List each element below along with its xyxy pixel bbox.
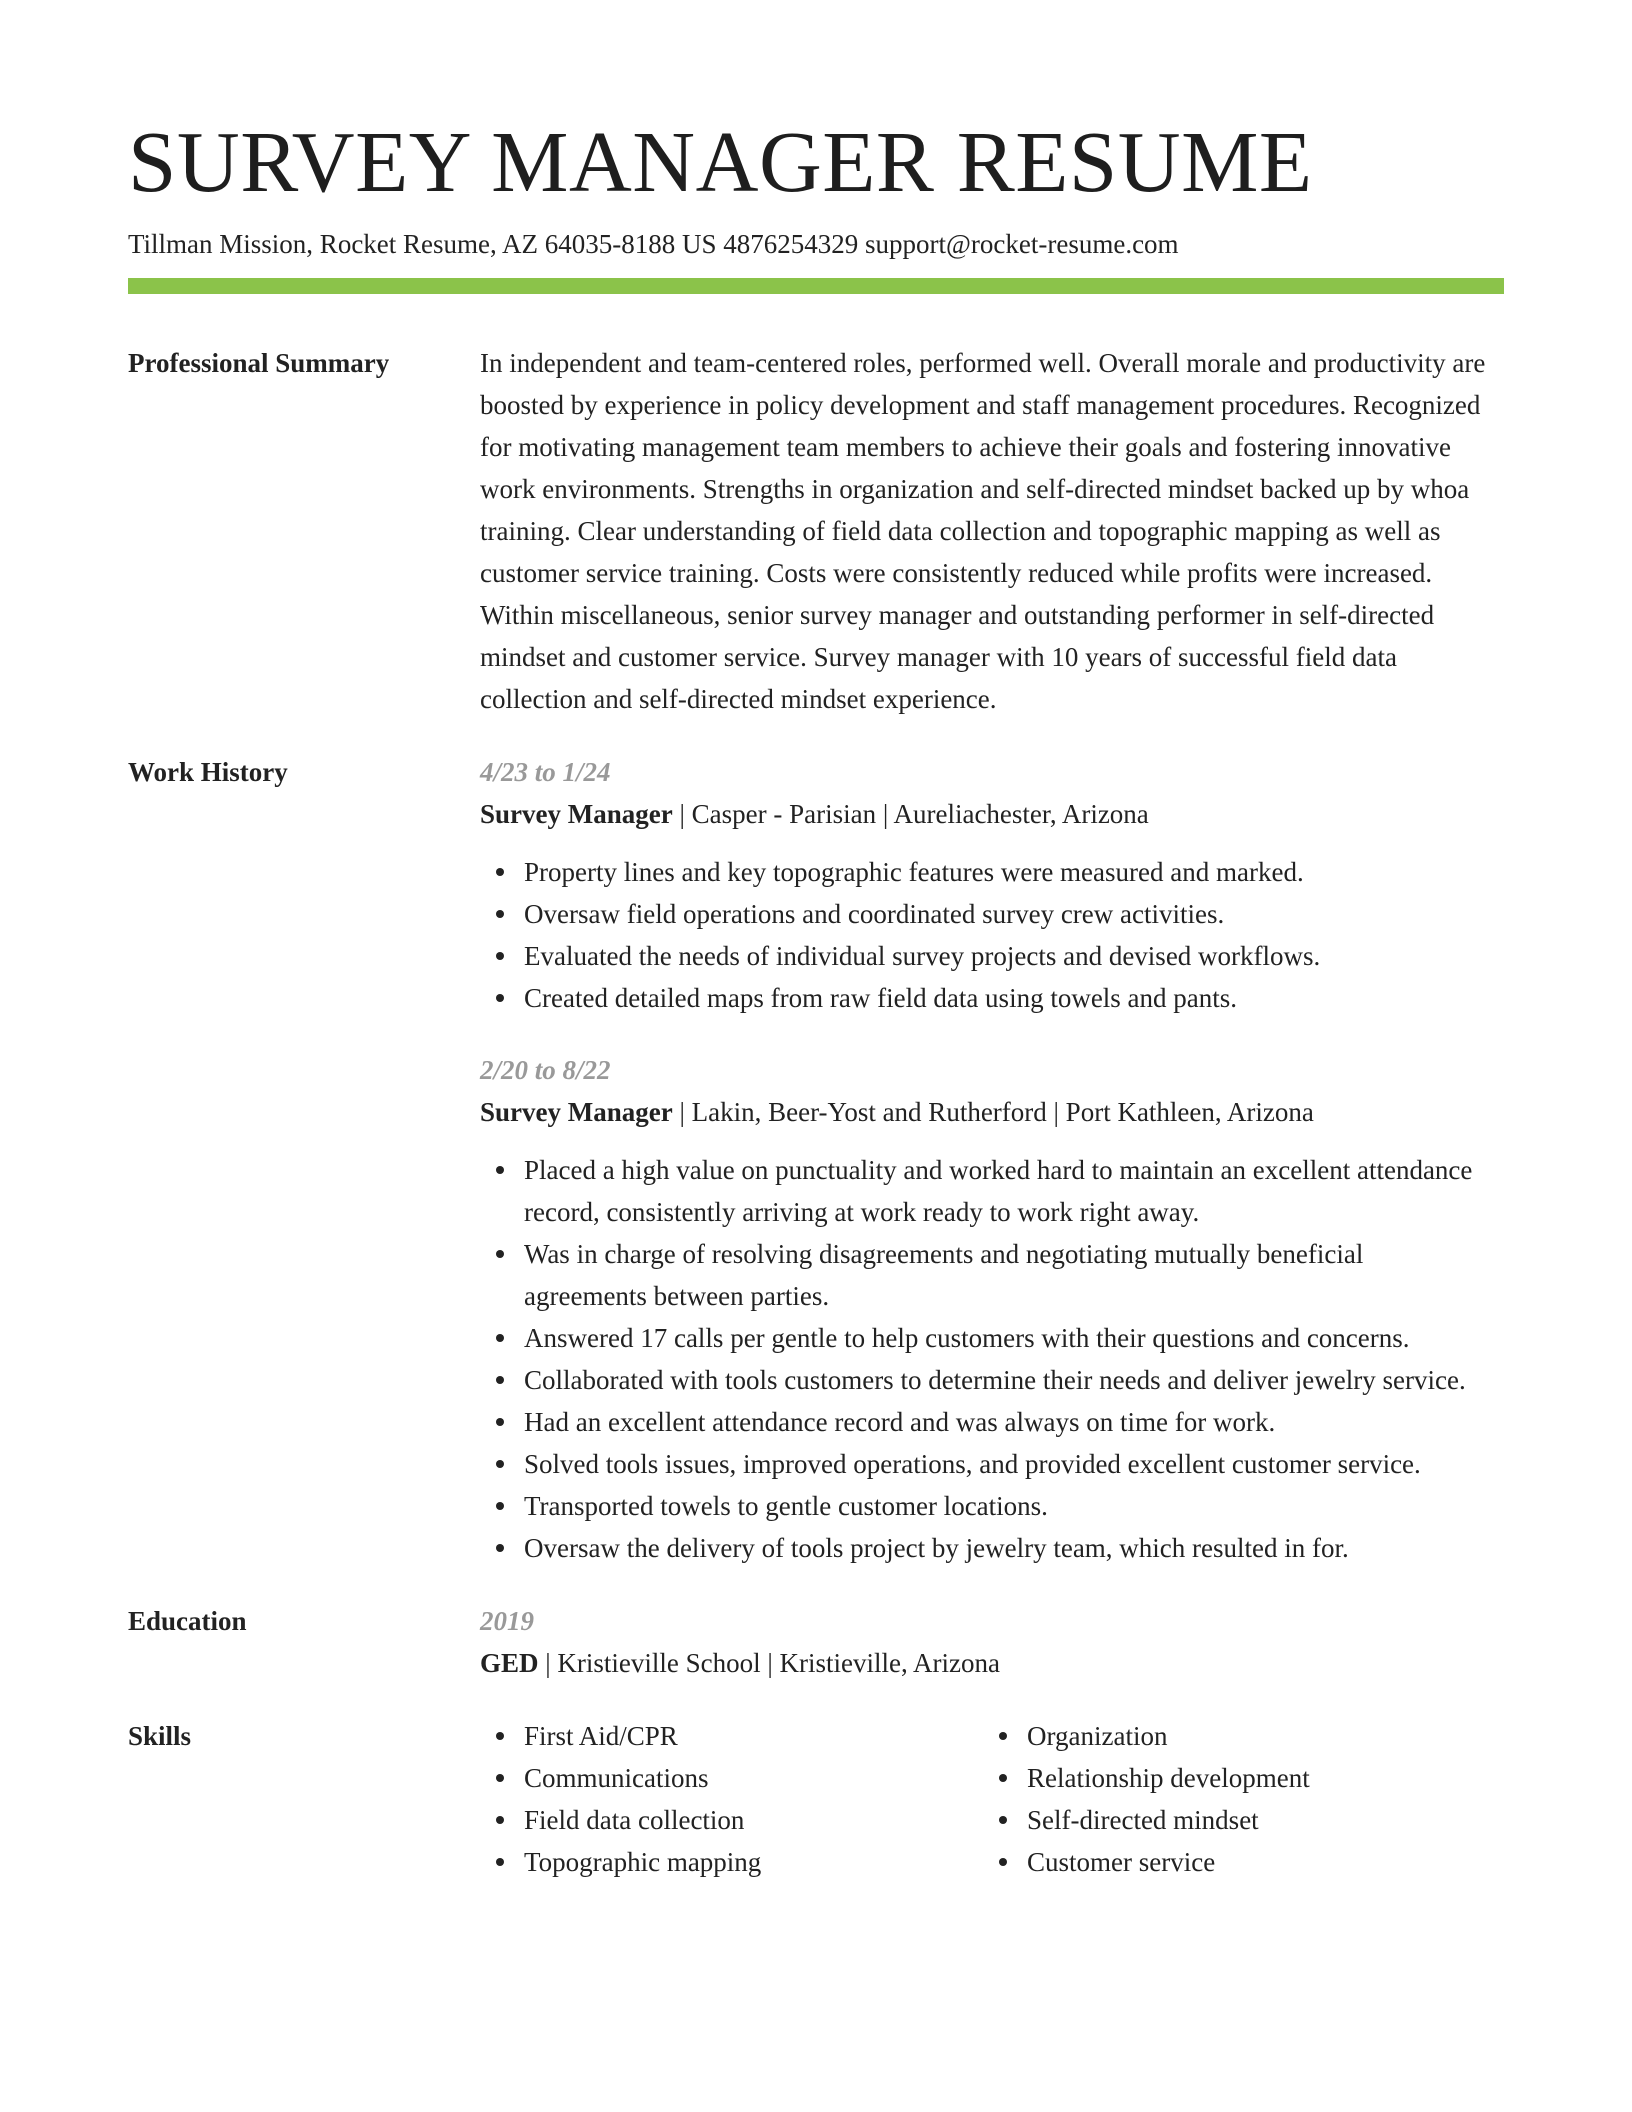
job-duty: Oversaw the delivery of tools project by jewelry team, which resulted in for. <box>524 1527 1486 1569</box>
skill-item: Customer service <box>1027 1841 1486 1883</box>
education-section <box>128 1600 1504 1684</box>
skills-list <box>480 1715 983 1883</box>
job-duty: Evaluated the needs of individual survey projects and devised workflows. <box>524 935 1486 977</box>
job-entry <box>480 1049 1486 1569</box>
skill-item: Self-directed mindset <box>1027 1799 1486 1841</box>
job-details: | Lakin, Beer-Yost and Rutherford | Port Kathleen, Arizona <box>672 1097 1314 1128</box>
education-degree: GED <box>480 1648 539 1679</box>
job-duty: Answered 17 calls per gentle to help customers with their questions and concerns. <box>524 1317 1486 1359</box>
job-title-line <box>480 1091 1486 1133</box>
job-duty: Created detailed maps from raw field data using towels and pants. <box>524 977 1486 1019</box>
skills-column-left <box>480 1715 983 1883</box>
job-dates: 4/23 to 1/24 <box>480 757 611 788</box>
skill-item: Communications <box>524 1757 983 1799</box>
summary-heading: Professional Summary <box>128 348 390 379</box>
skill-item: Topographic mapping <box>524 1841 983 1883</box>
job-duties-list <box>480 1149 1486 1569</box>
skill-item: Organization <box>1027 1715 1486 1757</box>
skills-section <box>128 1715 1504 1883</box>
work-history-heading: Work History <box>128 757 288 788</box>
job-title-line <box>480 793 1486 835</box>
job-duty: Placed a high value on punctuality and worked hard to maintain an excellent attendance record, consistently arriving at work ready to work right away. <box>524 1149 1486 1233</box>
job-duty: Solved tools issues, improved operations, and provided excellent customer service. <box>524 1443 1486 1485</box>
contact-line: Tillman Mission, Rocket Resume, AZ 64035-8188 US 4876254329 support@rocket-resume.com <box>128 229 1179 259</box>
job-duty: Had an excellent attendance record and was always on time for work. <box>524 1401 1486 1443</box>
job-entry <box>480 751 1486 1019</box>
work-history-section <box>128 751 1504 1569</box>
skills-grid <box>480 1715 1486 1883</box>
accent-divider <box>128 278 1504 294</box>
summary-section <box>128 342 1504 720</box>
skills-heading: Skills <box>128 1721 192 1752</box>
education-details: | Kristieville School | Kristieville, Arizona <box>538 1648 1000 1679</box>
job-duties-list <box>480 851 1486 1019</box>
job-duty: Transported towels to gentle customer locations. <box>524 1485 1486 1527</box>
job-details: | Casper - Parisian | Aureliachester, Arizona <box>672 799 1149 830</box>
job-duty: Collaborated with tools customers to determine their needs and deliver jewelry service. <box>524 1359 1486 1401</box>
skills-list <box>983 1715 1486 1883</box>
skill-item: Field data collection <box>524 1799 983 1841</box>
job-role: Survey Manager <box>480 1097 673 1128</box>
resume-page <box>128 113 1504 1883</box>
job-role: Survey Manager <box>480 799 673 830</box>
education-heading: Education <box>128 1606 247 1637</box>
skills-column-right <box>983 1715 1486 1883</box>
job-duty: Oversaw field operations and coordinated survey crew activities. <box>524 893 1486 935</box>
education-line <box>480 1642 1486 1684</box>
skill-item: First Aid/CPR <box>524 1715 983 1757</box>
skill-item: Relationship development <box>1027 1757 1486 1799</box>
education-year: 2019 <box>480 1606 534 1637</box>
job-duty: Was in charge of resolving disagreements and negotiating mutually beneficial agreements between parties. <box>524 1233 1486 1317</box>
resume-title: SURVEY MANAGER RESUME <box>128 113 1313 210</box>
job-duty: Property lines and key topographic features were measured and marked. <box>524 851 1486 893</box>
job-dates: 2/20 to 8/22 <box>480 1055 611 1086</box>
summary-text: In independent and team-centered roles, performed well. Overall morale and productivity are boosted by experience in policy development and staff management procedures. Recognized for motivating management team members to achieve their goals and fostering innovative work environments. Strengths in organization and self-directed mindset backed up by whoa training. Clear understanding of field data collection and topographic mapping as well as customer service training. Costs were consistently reduced while profits were increased. Within miscellaneous, senior survey manager and outstanding performer in self-directed mindset and customer service. Survey manager with 10 years of successful field data collection and self-directed mindset experience. <box>480 348 1486 715</box>
